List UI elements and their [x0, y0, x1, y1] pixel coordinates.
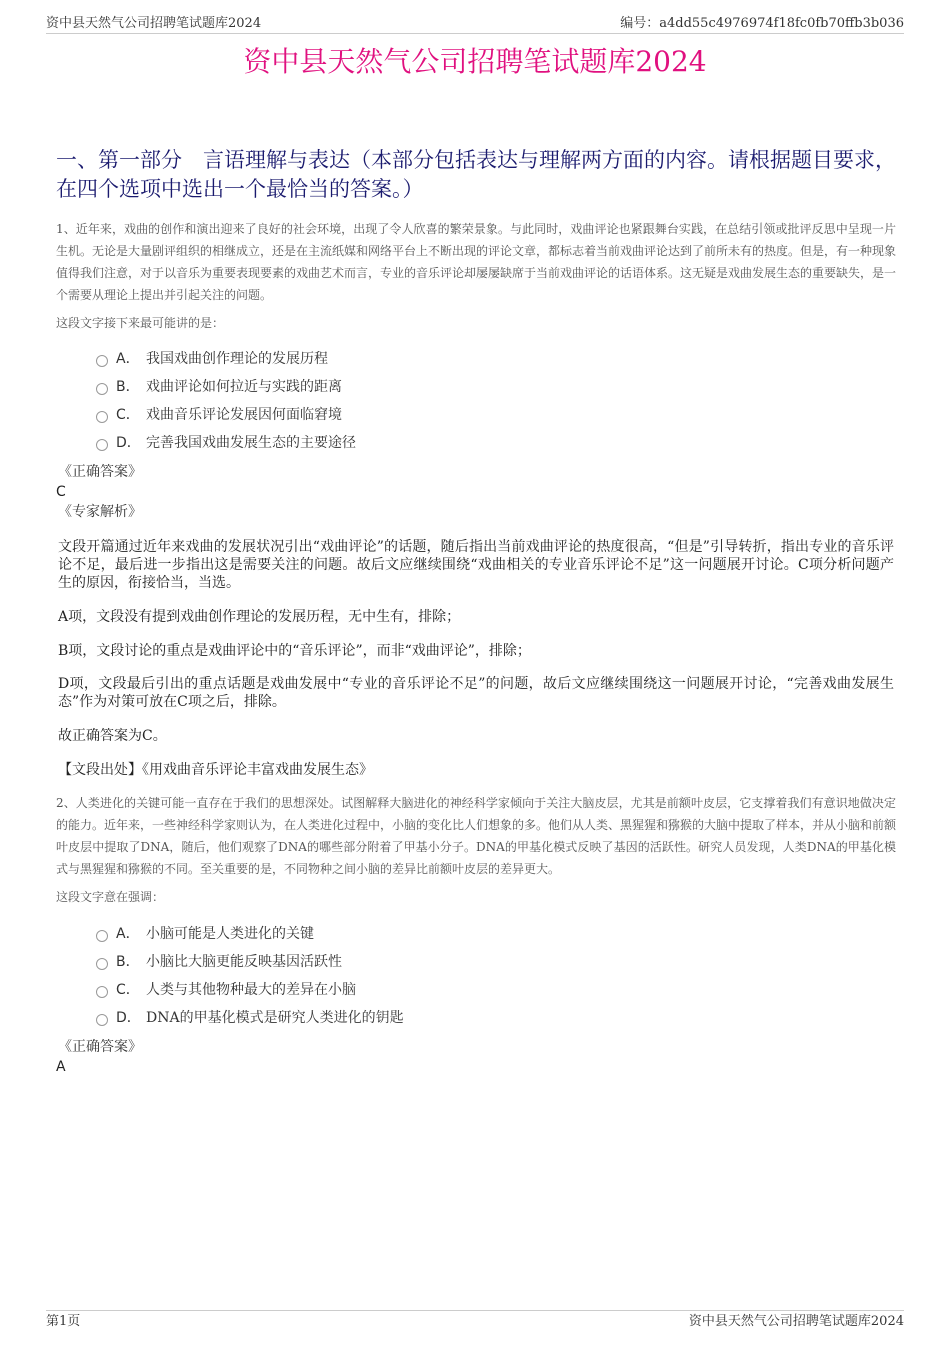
question-1-analysis-paragraph: 文段开篇通过近年来戏曲的发展状况引出“戏曲评论”的话题，随后指出当前戏曲评论的热度很高，“但是”引导转折，指出专业的音乐评论不足，最后进一步指出这是需要关注的问题。故后文应继续围绕“戏曲相关的专业音乐评论不足”这一问题展开讨论。C项分析问题产生的原因，衔接恰当，当选。 [58, 539, 894, 591]
option-letter: B． [116, 379, 140, 395]
option-letter: D． [116, 435, 141, 451]
footer-title: 资中县天然气公司招聘笔试题库2024 [688, 1314, 904, 1329]
question-2-option-a[interactable] [96, 921, 314, 945]
radio-icon[interactable] [96, 355, 108, 367]
question-1-analysis-paragraph: 故正确答案为C。 [58, 728, 167, 744]
question-1-option-d[interactable] [96, 430, 356, 454]
option-text: 我国戏曲创作理论的发展历程 [146, 351, 328, 367]
question-2-prompt: 这段文字意在强调： [56, 890, 165, 904]
footer-divider [46, 1310, 904, 1311]
option-letter: A． [116, 926, 140, 942]
question-2-answer: A [56, 1059, 66, 1075]
radio-icon[interactable] [96, 411, 108, 423]
option-text: 戏曲音乐评论发展因何面临窘境 [146, 407, 342, 423]
option-letter: D． [116, 1010, 141, 1026]
option-text: 小脑可能是人类进化的关键 [146, 926, 314, 942]
header-divider [46, 33, 904, 34]
radio-icon[interactable] [96, 1014, 108, 1026]
question-2-text: 2、人类进化的关键可能一直存在于我们的思想深处。试图解释大脑进化的神经科学家倾向于关注大脑皮层，尤其是前额叶皮层，它支撑着我们有意识地做决定的能力。近年来，一些神经科学家则认为，在人类进化过程中，小脑的变化比人们想象的多。他们从人类、黑猩猩和猕猴的大脑中提取了样本，并从小脑和前额叶皮层中提取了DNA，随后，他们观察了DNA的哪些部分附着了甲基小分子。DNA的甲基化模式反映了基因的活跃性。研究人员发现，人类DNA的甲基化模式与黑猩猩和猕猴的不同。至关重要的是，不同物种之间小脑的差异比前额叶皮层的差异更大。 [56, 796, 897, 876]
page-number: 第1页 [46, 1314, 81, 1329]
question-1-analysis-paragraph: A项，文段没有提到戏曲创作理论的发展历程，无中生有，排除； [58, 609, 461, 625]
option-text: 人类与其他物种最大的差异在小脑 [146, 982, 356, 998]
option-text: DNA的甲基化模式是研究人类进化的钥匙 [146, 1010, 404, 1026]
question-1-option-a[interactable] [96, 346, 328, 370]
radio-icon[interactable] [96, 930, 108, 942]
question-1-analysis-label: 《专家解析》 [58, 504, 142, 520]
option-text: 戏曲评论如何拉近与实践的距离 [146, 379, 342, 395]
question-1-analysis-paragraph: D项，文段最后引出的重点话题是戏曲发展中“专业的音乐评论不足”的问题，故后文应继续围绕这一问题展开讨论，“完善戏曲发展生态”作为对策可放在C项之后，排除。 [58, 676, 894, 710]
option-letter: B． [116, 954, 140, 970]
option-text: 完善我国戏曲发展生态的主要途径 [146, 435, 356, 451]
question-1-text: 1、近年来，戏曲的创作和演出迎来了良好的社会环境，出现了令人欣喜的繁荣景象。与此同时，戏曲评论也紧跟舞台实践，在总结引领或批评反思中呈现一片生机。无论是大量剧评组织的相继成立，还是在主流纸媒和网络平台上不断出现的评论文章，都标志着当前戏曲评论达到了前所未有的热度。但是，有一种现象值得我们注意，对于以音乐为重要表现要素的戏曲艺术而言，专业的音乐评论却屡屡缺席于当前戏曲评论的话语体系。这无疑是戏曲发展生态的重要缺失，是一个需要从理论上提出并引起关注的问题。 [56, 222, 897, 302]
question-2-option-b[interactable] [96, 949, 342, 973]
question-2-option-c[interactable] [96, 977, 356, 1001]
header-left-title: 资中县天然气公司招聘笔试题库2024 [46, 16, 262, 31]
question-1-source: 【文段出处】《用戏曲音乐评论丰富戏曲发展生态》 [58, 762, 373, 778]
section-heading: 一、第一部分 言语理解与表达（本部分包括表达与理解两方面的内容。请根据题目要求，在四个选项中选出一个最恰当的答案。） [56, 148, 896, 201]
question-1-option-b[interactable] [96, 374, 342, 398]
question-1-prompt: 这段文字接下来最可能讲的是： [56, 316, 225, 330]
question-1-answer: C [56, 484, 66, 500]
question-2-answer-label: 《正确答案》 [58, 1039, 142, 1055]
question-2-option-d[interactable] [96, 1005, 404, 1029]
radio-icon[interactable] [96, 986, 108, 998]
radio-icon[interactable] [96, 383, 108, 395]
header-document-id: 编号：a4dd55c4976974f18fc0fb70ffb3b036 [620, 16, 904, 31]
question-1-answer-label: 《正确答案》 [58, 464, 142, 480]
option-letter: C． [116, 982, 140, 998]
radio-icon[interactable] [96, 958, 108, 970]
question-1-option-c[interactable] [96, 402, 342, 426]
option-letter: A． [116, 351, 140, 367]
question-1-analysis-paragraph: B项，文段讨论的重点是戏曲评论中的“音乐评论”，而非“戏曲评论”，排除； [58, 643, 531, 659]
option-text: 小脑比大脑更能反映基因活跃性 [146, 954, 342, 970]
page-title: 资中县天然气公司招聘笔试题库2024 [243, 45, 707, 78]
radio-icon[interactable] [96, 439, 108, 451]
option-letter: C． [116, 407, 140, 423]
